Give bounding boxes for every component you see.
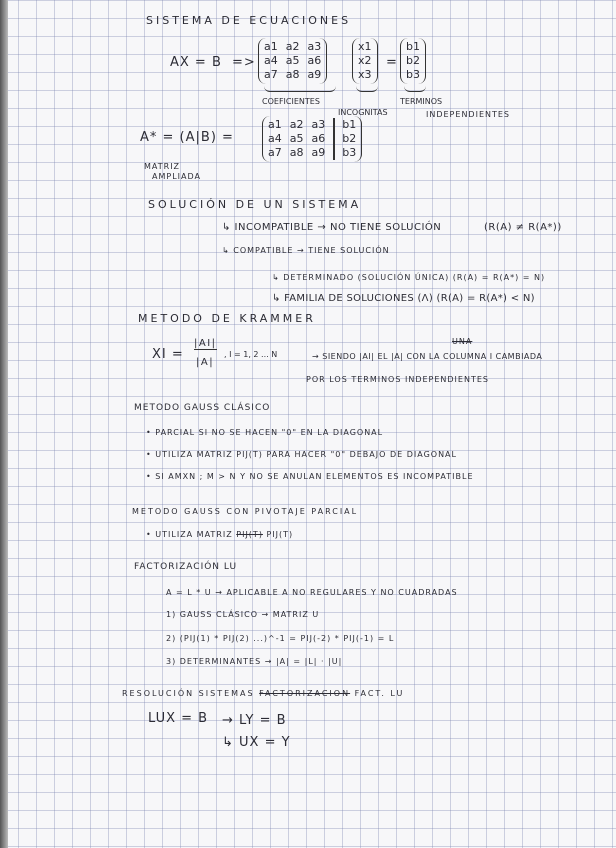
matrix-a <box>258 38 327 84</box>
incompatible: ↳ INCOMPATIBLE → NO TIENE SOLUCIÓN <box>222 222 442 233</box>
divider <box>333 118 335 160</box>
cell: b2 <box>342 132 357 145</box>
incompatible-condition: (R(A) ≠ R(A*)) <box>484 222 562 233</box>
compatible: ↳ COMPATIBLE → TIENE SOLUCIÓN <box>222 246 390 255</box>
augmented-matrix <box>262 116 362 162</box>
resolucion-text-end: FACT. LU <box>354 689 405 698</box>
krammer-denominator: |A| <box>196 357 215 368</box>
cell: a2 <box>285 40 300 53</box>
heading-lu: FACTORIZACIÓN LU <box>134 562 238 572</box>
krammer-description: → SIENDO |AI| EL |A| CON LA COLUMNA I CAMBIADA <box>312 352 543 361</box>
label-incognitas: INCOGNITAS <box>338 108 388 117</box>
brace <box>356 86 378 92</box>
brace <box>404 86 426 92</box>
krammer-lhs: XI = <box>152 347 184 362</box>
lu-item: 2) (PIJ(1) * PIJ(2) ...)^-1 = PIJ(-2) * PIJ(-1) = L <box>166 634 395 643</box>
lu-item: 1) GAUSS CLÁSICO → MATRIZ U <box>166 610 320 619</box>
cell: a8 <box>289 146 304 159</box>
lu-item: 3) DETERMINANTES → |A| = |L| · |U| <box>166 657 343 666</box>
krammer-numerator: |AI| <box>194 338 217 349</box>
heading-solucion: SOLUCIÓN DE UN SISTEMA <box>148 198 362 211</box>
gauss-item: • SI AMXN ; M > N Y NO SE ANULAN ELEMENTOS ES INCOMPATIBLE <box>146 472 474 481</box>
cell: a1 <box>268 118 282 131</box>
gauss-item: • UTILIZA MATRIZ PIJ(T) PARA HACER "0" DEBAJO DE DIAGONAL <box>146 450 457 459</box>
cell: a9 <box>307 68 322 81</box>
cell: b3 <box>342 146 357 159</box>
cell: a9 <box>311 146 326 159</box>
struck-word: FACTORIZACION <box>259 689 351 698</box>
cell: x1 <box>358 40 372 53</box>
cell: b3 <box>406 68 420 81</box>
resolucion-step-1: → LY = B <box>222 713 287 728</box>
cell: a7 <box>268 146 282 159</box>
cell: a1 <box>264 40 278 53</box>
cell: b1 <box>406 40 420 53</box>
equals-symbol: = <box>386 55 398 70</box>
ampliada-label: AMPLIADA <box>152 172 201 181</box>
implies-symbol: => <box>232 55 256 70</box>
equation: AX = B <box>170 55 222 70</box>
cell: x2 <box>358 54 372 67</box>
cell: a4 <box>268 132 282 145</box>
cell: a3 <box>311 118 326 131</box>
pivotaje-text: • UTILIZA MATRIZ <box>146 530 233 539</box>
cell: a5 <box>289 132 304 145</box>
cell: a2 <box>289 118 304 131</box>
lu-item: A = L * U → APLICABLE A NO REGULARES Y NO CUADRADAS <box>166 588 458 597</box>
cell: b1 <box>342 118 357 131</box>
heading-krammer: METODO DE KRAMMER <box>138 312 316 325</box>
cell: a3 <box>307 40 322 53</box>
cell: b2 <box>406 54 420 67</box>
vector-b <box>400 38 426 84</box>
cell: x3 <box>358 68 372 81</box>
krammer-range: , I = 1, 2 ... N <box>224 350 278 359</box>
resolucion-step-2: ↳ UX = Y <box>222 735 291 750</box>
pivotaje-item <box>146 530 293 539</box>
gauss-item: • PARCIAL SI NO SE HACEN "0" EN LA DIAGONAL <box>146 428 384 437</box>
label-terminos: TERMINOS <box>400 97 443 106</box>
page-edge-shadow <box>0 0 8 848</box>
struck-word: UNA <box>452 337 473 346</box>
cell: a6 <box>311 132 326 145</box>
brace <box>264 86 336 92</box>
cell: a5 <box>285 54 300 67</box>
familia: ↳ FAMILIA DE SOLUCIONES (Λ) (R(A) = R(A*) < N) <box>272 293 535 304</box>
cell: a7 <box>264 68 278 81</box>
heading-sistema: SISTEMA DE ECUACIONES <box>146 14 352 27</box>
heading-gauss: METODO GAUSS CLÁSICO <box>134 403 271 413</box>
augmented-lhs: A* = (A|B) = <box>140 130 234 145</box>
vector-x <box>352 38 378 84</box>
struck-word: PIJ(T) <box>236 530 263 539</box>
krammer-description-2: POR LOS TERMINOS INDEPENDIENTES <box>306 375 489 384</box>
label-coeficientes: COEFICIENTES <box>262 97 320 106</box>
pivotaje-text-end: PIJ(T) <box>266 530 294 539</box>
heading-pivotaje: METODO GAUSS CON PIVOTAJE PARCIAL <box>132 507 359 516</box>
cell: a6 <box>307 54 322 67</box>
heading-resolucion <box>122 689 404 698</box>
matriz-label: MATRIZ <box>144 162 181 171</box>
label-independientes: INDEPENDIENTES <box>426 110 510 119</box>
resolucion-lhs: LUX = B <box>148 711 209 726</box>
cell: a4 <box>264 54 278 67</box>
determinado: ↳ DETERMINADO (SOLUCIÓN ÚNICA) (R(A) = R(A*) = N) <box>272 273 546 282</box>
resolucion-text: RESOLUCIÓN SISTEMAS <box>122 689 255 698</box>
cell: a8 <box>285 68 300 81</box>
